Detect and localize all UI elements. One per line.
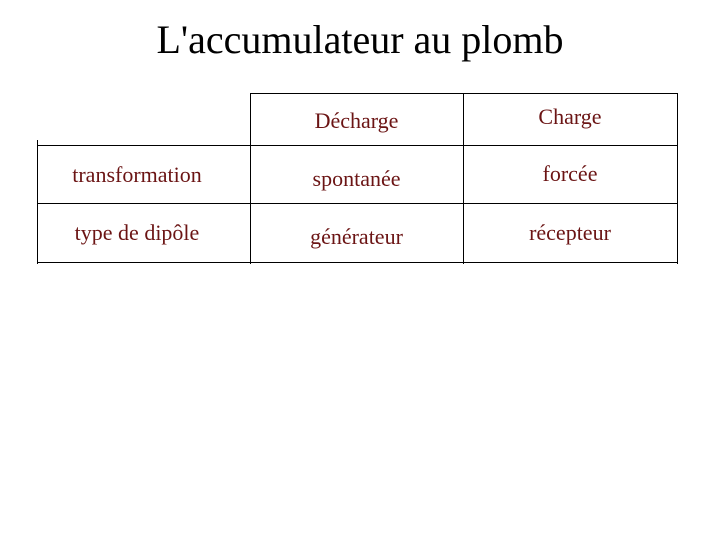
cell-recepteur: récepteur <box>529 220 611 245</box>
table-border-bottom <box>37 262 678 263</box>
slide-title: L'accumulateur au plomb <box>156 17 564 62</box>
cell-spontanee: spontanée <box>312 166 401 191</box>
row-label-type-de-dipole: type de dipôle <box>74 220 200 245</box>
header-cell-decharge: Décharge <box>314 108 399 133</box>
table-header-divider <box>37 145 678 146</box>
header-cell-charge: Charge <box>538 104 602 129</box>
table-border-top <box>250 93 678 94</box>
cell-generateur: générateur <box>310 224 403 249</box>
table-row-divider <box>37 203 678 204</box>
table-border-right <box>677 93 678 264</box>
row-label-transformation: transformation <box>72 162 202 187</box>
cell-forcee: forcée <box>542 161 598 186</box>
